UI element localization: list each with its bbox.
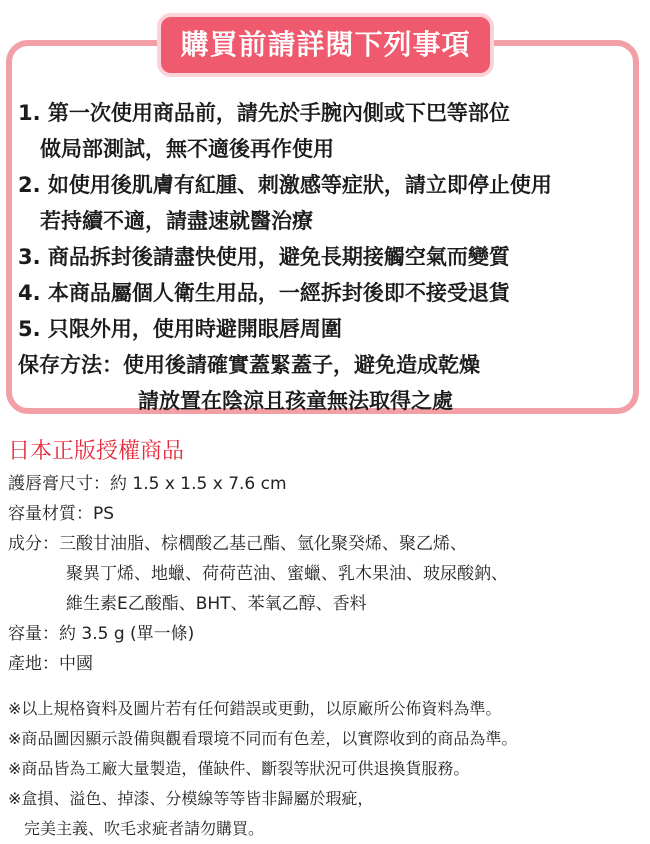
product-heading: 日本正版授權商品 [8,439,185,464]
notice-item-2-cont: 若持續不適，請盡速就醫治療 [40,209,313,233]
product-ingredients-cont-2: 維生素E乙酸酯、BHT、苯氧乙醇、香料 [66,594,367,614]
product-capacity: 容量：約 3.5 g (單一條) [8,624,195,644]
notice-item-3: 3. 商品拆封後請盡快使用，避免長期接觸空氣而變質 [18,245,510,269]
product-ingredients: 成分：三酸甘油脂、棕櫚酸乙基己酯、氫化聚癸烯、聚乙烯、 [8,534,467,554]
notice-item-1: 1. 第一次使用商品前，請先於手腕內側或下巴等部位 [18,101,510,125]
notice-item-4: 4. 本商品屬個人衛生用品，一經拆封後即不接受退貨 [18,281,510,305]
disclaimer-line-1: ※以上規格資料及圖片若有任何錯誤或更動，以原廠所公佈資料為準。 [8,699,502,718]
notice-item-1-cont: 做局部測試，無不適後再作使用 [40,137,334,161]
notice-item-5: 5. 只限外用，使用時避開眼唇周圍 [18,317,342,341]
product-ingredients-cont-1: 聚異丁烯、地蠟、荷荷芭油、蜜蠟、乳木果油、玻尿酸鈉、 [66,564,508,584]
disclaimer [8,694,642,844]
notice-list [18,95,643,419]
disclaimer-line-5: 完美主義、吹毛求疵者請勿購買。 [24,819,265,838]
disclaimer-line-3: ※商品皆為工廠大量製造，僅缺件、斷裂等狀況可供退換貨服務。 [8,759,470,778]
storage-method: 保存方法：使用後請確實蓋緊蓋子，避免造成乾燥 [18,353,480,377]
product-info [8,437,642,679]
disclaimer-line-2: ※商品圖因顯示設備與觀看環境不同而有色差，以實際收到的商品為準。 [8,729,518,748]
product-size: 護唇膏尺寸：約 1.5 x 1.5 x 7.6 cm [8,474,287,494]
product-origin: 產地：中國 [8,654,93,674]
disclaimer-line-4: ※盒損、溢色、掉漆、分模線等等皆非歸屬於瑕疵， [8,789,374,808]
notice-item-2: 2. 如使用後肌膚有紅腫、刺激感等症狀，請立即停止使用 [18,173,552,197]
product-material: 容量材質：PS [8,504,115,524]
notice-title: 購買前請詳閱下列事項 [157,13,494,77]
storage-method-cont: 請放置在陰涼且孩童無法取得之處 [138,389,453,413]
